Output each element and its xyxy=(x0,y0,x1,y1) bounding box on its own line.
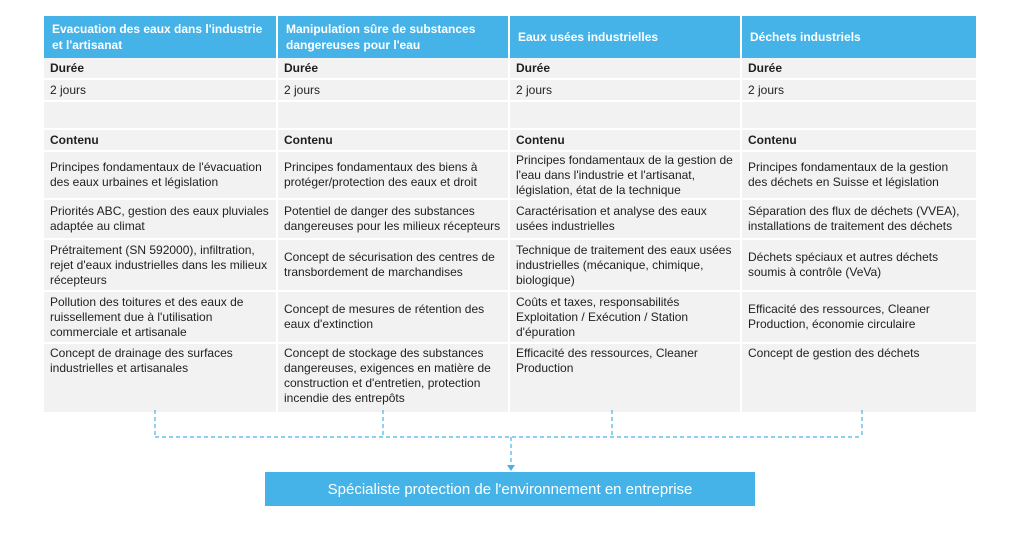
duree-value: 2 jours xyxy=(278,80,510,102)
content-item: Principes fondamentaux de l'évacuation des eaux urbaines et législation xyxy=(44,152,278,200)
content-item: Concept de stockage des substances dangereuses, exigences en matière de construction et d'entretien, protection incendie des entrepôts xyxy=(278,344,510,414)
module-title: Eaux usées industrielles xyxy=(510,16,742,58)
content-item: Efficacité des ressources, Cleaner Production, économie circulaire xyxy=(742,292,976,344)
module-title: Evacuation des eaux dans l'industrie et l'artisanat xyxy=(44,16,278,58)
content-item: Principes fondamentaux de la gestion de l'eau dans l'industrie et l'artisanat, législation, état de la technique xyxy=(510,152,742,200)
duree-value: 2 jours xyxy=(44,80,278,102)
duree-label: Durée xyxy=(742,58,976,80)
content-item: Priorités ABC, gestion des eaux pluviales adaptée au climat xyxy=(44,200,278,240)
module-title: Déchets industriels xyxy=(742,16,976,58)
content-item: Concept de drainage des surfaces industrielles et artisanales xyxy=(44,344,278,414)
content-item: Prétraitement (SN 592000), infiltration, rejet d'eaux industrielles dans les milieux récepteurs xyxy=(44,240,278,292)
content-item: Déchets spéciaux et autres déchets soumis à contrôle (VeVa) xyxy=(742,240,976,292)
contenu-label: Contenu xyxy=(44,130,278,152)
content-item: Principes fondamentaux de la gestion des déchets en Suisse et législation xyxy=(742,152,976,200)
content-item: Pollution des toitures et des eaux de ruissellement due à l'utilisation commerciale et artisanale xyxy=(44,292,278,344)
arrow-down-icon xyxy=(507,465,515,471)
content-item: Potentiel de danger des substances dangereuses pour les milieux récepteurs xyxy=(278,200,510,240)
duree-value: 2 jours xyxy=(742,80,976,102)
content-item: Concept de gestion des déchets xyxy=(742,344,976,414)
duree-label: Durée xyxy=(278,58,510,80)
contenu-label: Contenu xyxy=(742,130,976,152)
contenu-label: Contenu xyxy=(278,130,510,152)
duree-value: 2 jours xyxy=(510,80,742,102)
content-item: Efficacité des ressources, Cleaner Production xyxy=(510,344,742,414)
content-item: Séparation des flux de déchets (VVEA), installations de traitement des déchets xyxy=(742,200,976,240)
duree-label: Durée xyxy=(44,58,278,80)
duree-label: Durée xyxy=(510,58,742,80)
content-item: Coûts et taxes, responsabilités Exploitation / Exécution / Station d'épuration xyxy=(510,292,742,344)
qualification-box: Spécialiste protection de l'environnement en entreprise xyxy=(265,472,755,506)
module-title: Manipulation sûre de substances dangereuses pour l'eau xyxy=(278,16,510,58)
contenu-label: Contenu xyxy=(510,130,742,152)
content-item: Principes fondamentaux des biens à protéger/protection des eaux et droit xyxy=(278,152,510,200)
content-item: Technique de traitement des eaux usées industrielles (mécanique, chimique, biologique) xyxy=(510,240,742,292)
content-item: Caractérisation et analyse des eaux usées industrielles xyxy=(510,200,742,240)
content-item: Concept de sécurisation des centres de transbordement de marchandises xyxy=(278,240,510,292)
content-item: Concept de mesures de rétention des eaux d'extinction xyxy=(278,292,510,344)
